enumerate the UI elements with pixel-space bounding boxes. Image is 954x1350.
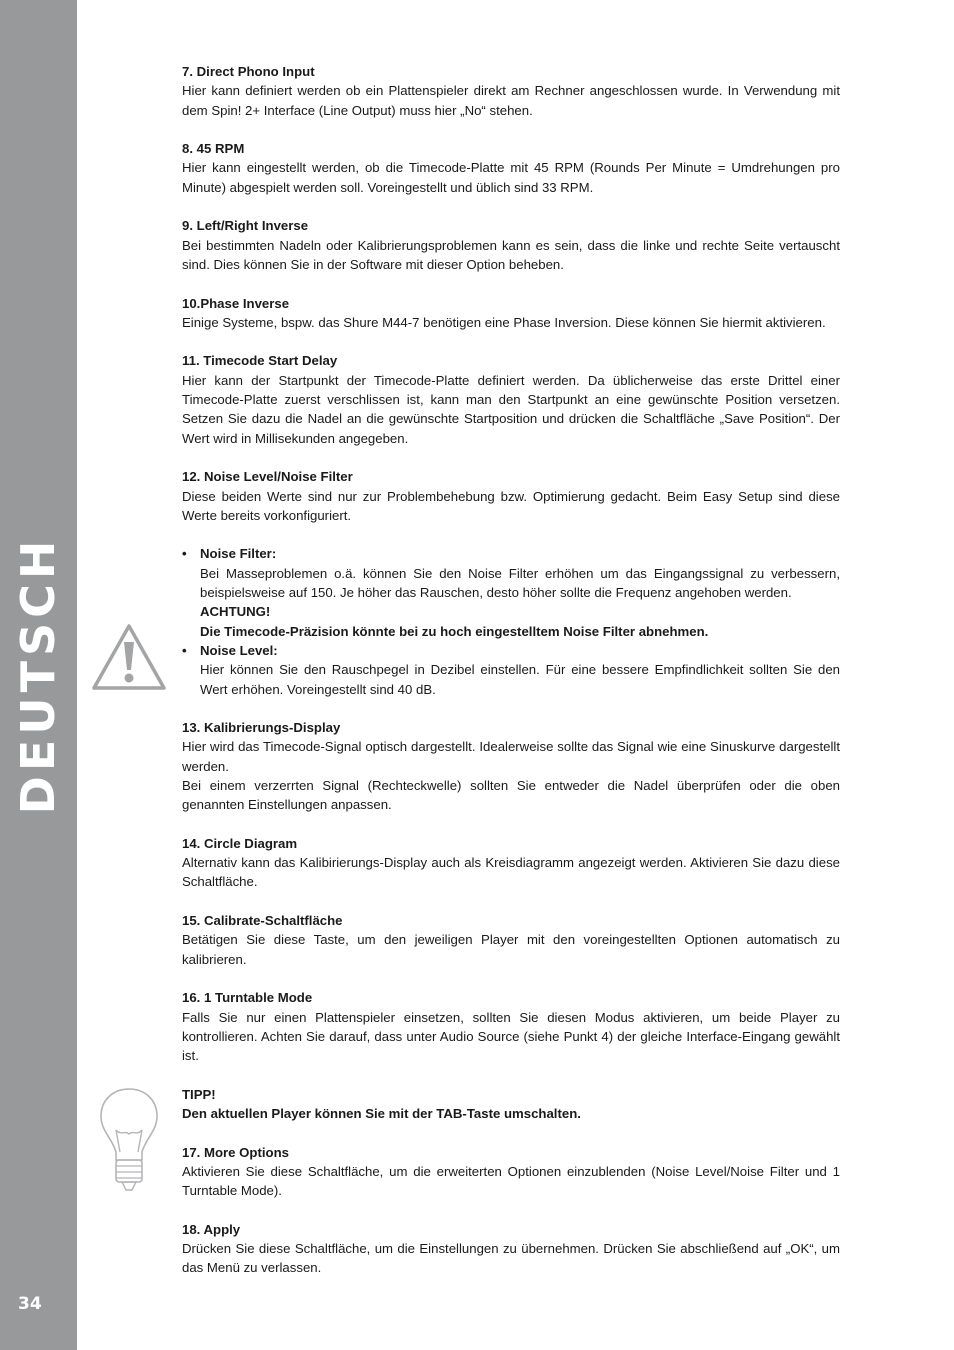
page-number: 34	[18, 1294, 42, 1314]
section-heading: 10.Phase Inverse	[182, 295, 290, 311]
section-text: Bei einem verzerrten Signal (Rechteckwelle) sollten Sie entweder die Nadel überprüfen oder die oben genannten Einstellungen anpassen.	[182, 777, 840, 813]
section-text: Falls Sie nur einen Plattenspieler einsetzen, sollten Sie diesen Modus aktivieren, um beide Player zu kontrollieren. Achten Sie darauf, dass unter Audio Source (siehe Punkt 4) der gleiche Interface-Eingang gewählt ist.	[182, 1009, 840, 1064]
section-text: Drücken Sie diese Schaltfläche, um die Einstellungen zu übernehmen. Drücken Sie abschließend auf „OK“, um das Menü zu verlassen.	[182, 1241, 840, 1276]
section-text: Hier kann der Startpunkt der Timecode-Platte definiert werden. Da üblicherweise das erste Drittel einer Timecode-Platte zuerst verschlissen ist, kann man den Startpunkt an eine gewünschte Position versetzen. Setzen Sie dazu die Nadel an die gewünschte Startposition und drücken die Schaltfläche „Save Position“. Der Wert wird in Millisekunden angegeben.	[182, 372, 840, 446]
language-sidebar	[0, 0, 77, 1350]
section-text: Hier kann definiert werden ob ein Plattenspieler direkt am Rechner angeschlossen wurde. In Verwendung mit dem Spin! 2+ Interface (Line Output) muss hier „No“ stehen.	[182, 83, 840, 118]
list-item-title: • Noise Level:	[200, 642, 278, 658]
section-heading: 9. Left/Right Inverse	[182, 218, 309, 234]
section-text: Alternativ kann das Kalibirierungs-Display auch als Kreisdiagramm angezeigt werden. Aktivieren Sie dazu diese Schaltfläche.	[182, 855, 840, 890]
manual-content	[182, 62, 840, 1297]
section-heading: 11. Timecode Start Delay	[182, 353, 338, 369]
section-heading: 8. 45 RPM	[182, 141, 245, 157]
section-45-rpm	[182, 139, 840, 197]
section-calibration-display	[182, 718, 840, 814]
list-item-text: Bei Masseproblemen o.ä. können Sie den Noise Filter erhöhen um das Eingangssignal zu verbessern, beispielsweise auf 150. Je höher das Rauschen, desto höher sollte die Frequenz angehoben werden.	[200, 565, 840, 601]
section-heading: 16. 1 Turntable Mode	[182, 990, 313, 1006]
tip-text: Den aktuellen Player können Sie mit der TAB-Taste umschalten.	[182, 1106, 581, 1122]
list-item-noise-filter	[182, 544, 840, 640]
tip-box	[182, 1085, 840, 1124]
section-circle-diagram	[182, 834, 840, 892]
section-apply	[182, 1220, 840, 1278]
section-more-options	[182, 1143, 840, 1201]
warning-title: ACHTUNG!	[200, 604, 271, 620]
section-noise-level-filter	[182, 467, 840, 699]
section-heading: 7. Direct Phono Input	[182, 64, 315, 79]
tip-title: TIPP!	[182, 1086, 216, 1102]
section-text: Bei bestimmten Nadeln oder Kalibrierungsproblemen kann es sein, dass die linke und rechte Seite vertauscht sind. Dies können Sie in der Software mit dieser Option beheben.	[182, 237, 840, 272]
section-text: Einige Systeme, bspw. das Shure M44-7 benötigen eine Phase Inversion. Diese können Sie hiermit aktivieren.	[182, 314, 826, 330]
list-item-title: • Noise Filter:	[200, 546, 277, 562]
warning-text: Die Timecode-Präzision könnte bei zu hoch eingestelltem Noise Filter abnehmen.	[200, 623, 709, 639]
section-heading: 14. Circle Diagram	[182, 835, 298, 851]
section-phase-inverse	[182, 294, 840, 333]
section-direct-phono-input	[182, 62, 840, 120]
light-bulb-icon	[98, 1086, 160, 1196]
section-text: Aktivieren Sie diese Schaltfläche, um die erweiterten Optionen einzublenden (Noise Level/Noise Filter und 1 Turntable Mode).	[182, 1163, 840, 1199]
section-calibrate-button	[182, 911, 840, 969]
section-1-turntable-mode	[182, 988, 840, 1065]
section-heading: 18. Apply	[182, 1221, 241, 1237]
section-timecode-start-delay	[182, 351, 840, 447]
section-text: Hier wird das Timecode-Signal optisch dargestellt. Idealerweise sollte das Signal wie eine Sinuskurve dargestellt werden.	[182, 739, 840, 774]
noise-options-list	[182, 544, 840, 698]
section-heading: 17. More Options	[182, 1144, 289, 1160]
section-heading: 13. Kalibrierungs-Display	[182, 720, 341, 736]
language-label: DEUTSCH	[11, 535, 65, 815]
section-text: Diese beiden Werte sind nur zur Problembehebung bzw. Optimierung gedacht. Beim Easy Setup sind diese Werte bereits vorkonfiguriert.	[182, 488, 840, 523]
section-left-right-inverse	[182, 216, 840, 274]
section-text: Hier kann eingestellt werden, ob die Timecode-Platte mit 45 RPM (Rounds Per Minute = Umdrehungen pro Minute) abgespielt werden soll. Voreingestellt und üblich sind 33 RPM.	[182, 160, 840, 195]
warning-triangle-icon	[90, 622, 168, 692]
section-heading: 12. Noise Level/Noise Filter	[182, 469, 353, 485]
section-heading: 15. Calibrate-Schaltfläche	[182, 913, 343, 929]
section-text: Betätigen Sie diese Taste, um den jeweiligen Player mit den voreingestellten Optionen automatisch zu kalibrieren.	[182, 932, 840, 967]
list-item-text: Hier können Sie den Rauschpegel in Dezibel einstellen. Für eine bessere Empfindlichkeit sollten Sie den Wert erhöhen. Voreingestellt sind 40 dB.	[200, 662, 840, 697]
list-item-noise-level	[182, 641, 840, 699]
